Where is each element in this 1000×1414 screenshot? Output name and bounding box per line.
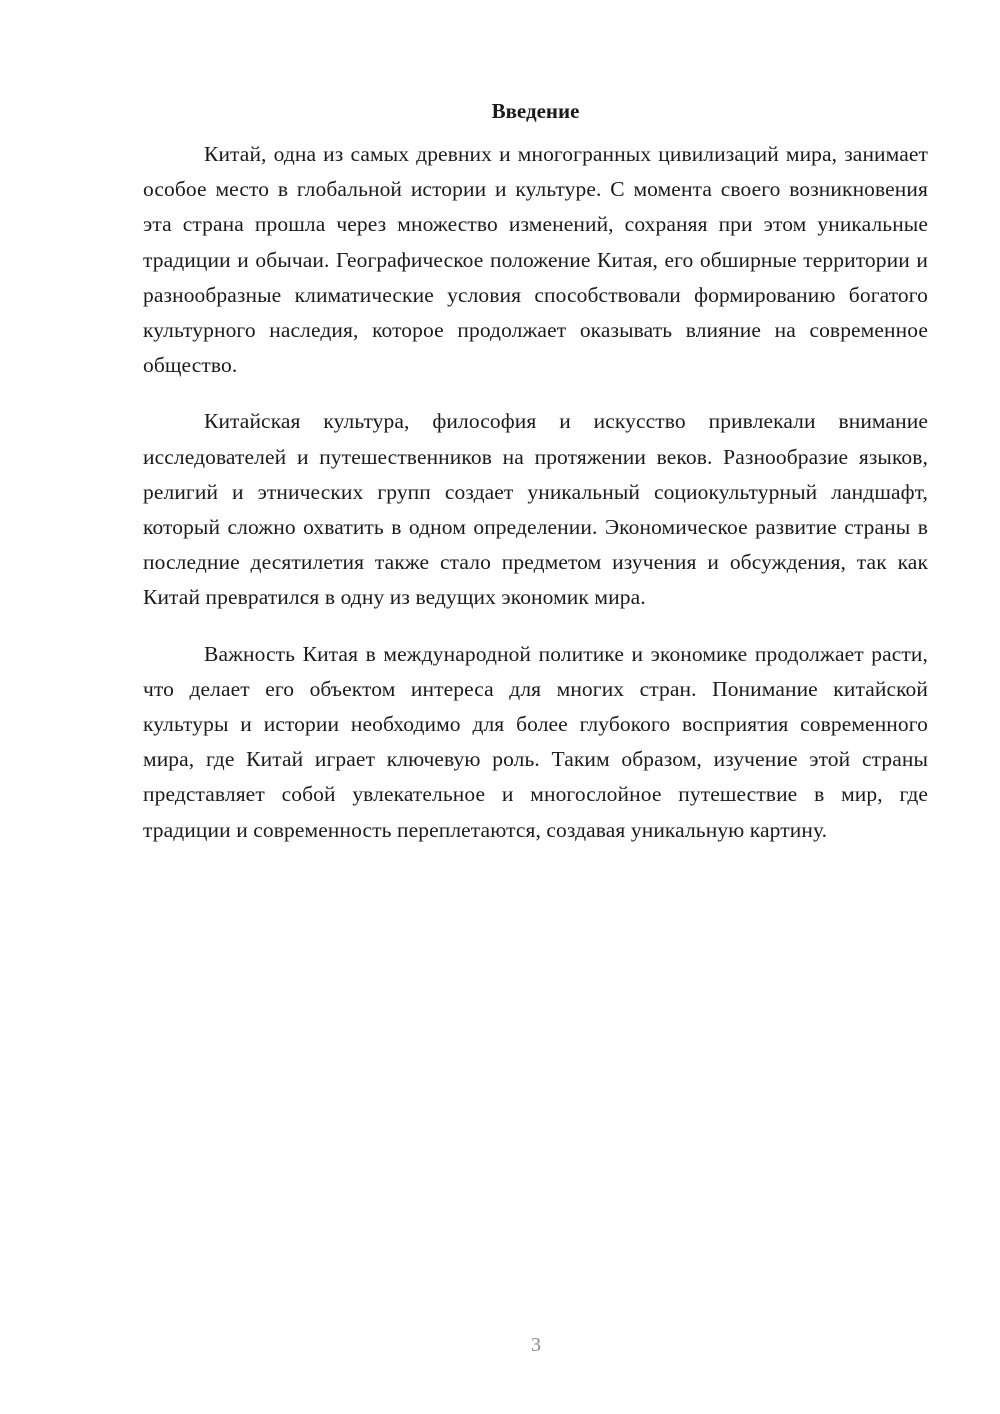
paragraph-1: Китай, одна из самых древних и многогранных цивилизаций мира, занимает особое место в глобальной истории и культуре. С момента своего возникновения эта страна прошла через множество изменений, сохраняя при этом уникальные традиции и обычаи. Географическое положение Китая, его обширные территории и разнообразные климатические условия способствовали формированию богатого культурного наследия, которое продолжает оказывать влияние на современное общество.: [143, 142, 928, 378]
paragraph-2: Китайская культура, философия и искусство привлекали внимание исследователей и путешественников на протяжении веков. Разнообразие языков, религий и этнических групп создает уникальный социокультурный ландшафт, который сложно охватить в одном определении. Экономическое развитие страны в последние десятилетия также стало предметом изучения и обсуждения, так как Китай превратился в одну из ведущих экономик мира.: [143, 409, 928, 610]
paragraph-3: Важность Китая в международной политике и экономике продолжает расти, что делает его объектом интереса для многих стран. Понимание китайской культуры и истории необходимо для более глубокого восприятия современного мира, где Китай играет ключевую роль. Таким образом, изучение этой страны представляет собой увлекательное и многослойное путешествие в мир, где традиции и современность переплетаются, создавая уникальную картину.: [143, 641, 928, 842]
page-number: 3: [531, 1334, 541, 1356]
page-content: [143, 94, 928, 869]
section-title: Введение: [491, 99, 580, 123]
